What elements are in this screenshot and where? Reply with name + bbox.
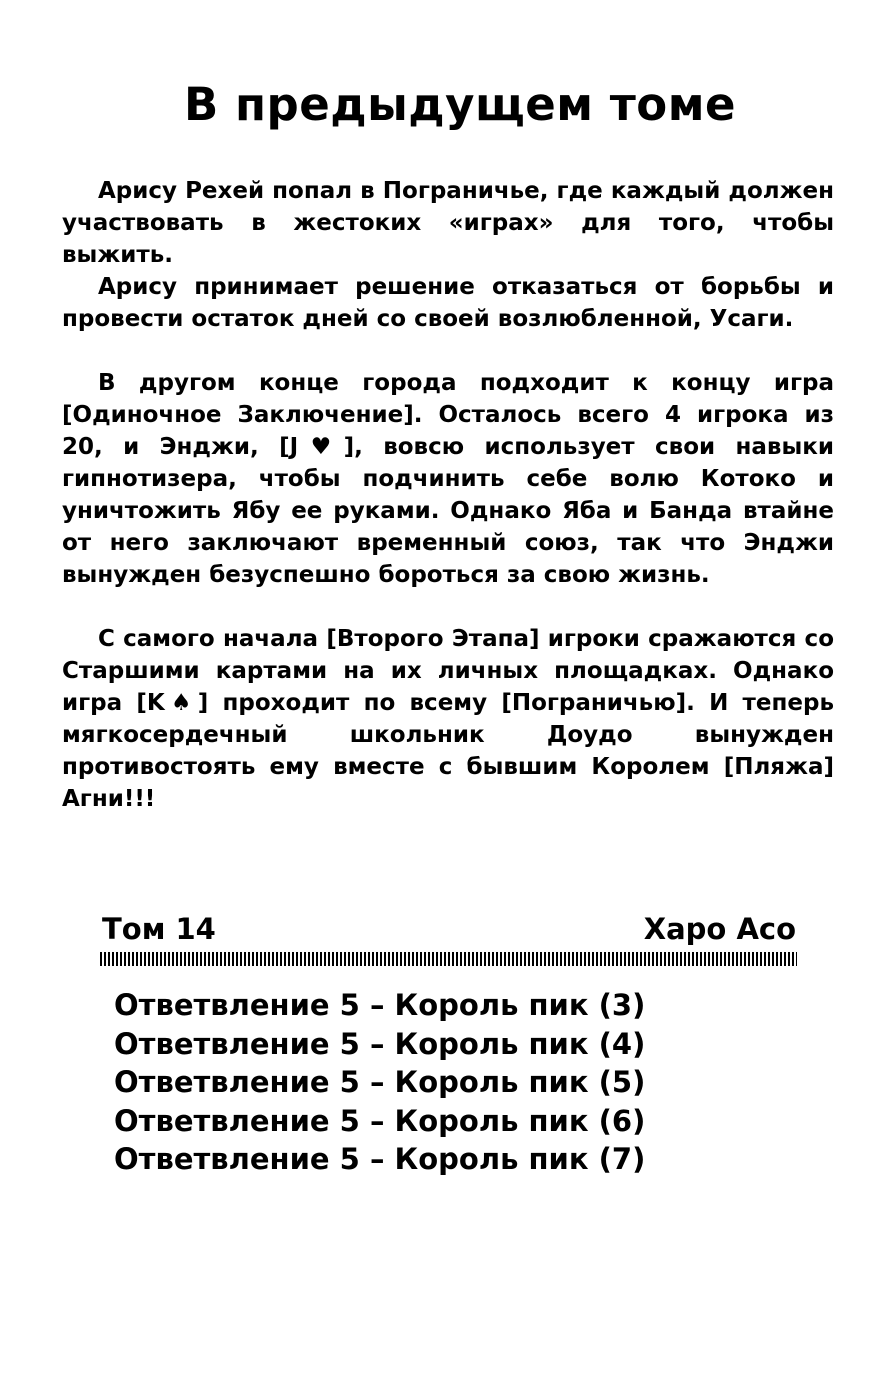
volume-header [102,912,796,952]
summary-text [62,175,834,815]
paragraph-gap [62,591,834,623]
toc-item: Ответвление 5 – Король пик (5) [114,1065,646,1099]
toc-item: Ответвление 5 – Король пик (6) [114,1103,646,1138]
table-of-contents [114,986,645,1179]
summary-paragraph: В другом конце города подходит к концу игра [Одиночное Заключение]. Осталось всего 4 игрока из 20, и Энджи, [J♥], вовсю использует свои навыки гипнотизера, чтобы подчинить себе волю Котоко и уничтожить Ябу ее руками. Однако Яба и Банда втайне от него заключают временный союз, так что Энджи вынужден безуспешно бороться за свою жизнь. [62,370,834,588]
barcode-divider [100,952,797,966]
toc-item: Ответвление 5 – Король пик (4) [114,1026,646,1061]
volume-label: Том 14 [102,912,216,946]
page-title: В предыдущем томе [183,78,736,131]
paragraph-gap [62,335,834,367]
toc-item: Ответвление 5 – Король пик (7) [114,1142,646,1176]
summary-paragraph: Арису Рехей попал в Пограничье, где каждый должен участвовать в жестоких «играх» для того, чтобы выжить. [62,178,834,268]
summary-paragraph: С самого начала [Второго Этапа] игроки сражаются со Старшими картами на их личных площадках. Однако игра [K♠] проходит по всему [Пограничью]. И теперь мягкосердечный школьник Доудо вынужден противостоять ему вместе с бывшим Королем [Пляжа] [62,626,834,780]
author-name: Харо Асо [643,912,796,946]
summary-paragraph: Арису принимает решение отказаться от борьбы и провести остаток дней со своей возлюбленной, Усаги. [62,274,834,332]
summary-paragraph-end: Агни!!! [62,786,156,812]
toc-item: Ответвление 5 – Король пик (3) [114,988,646,1022]
